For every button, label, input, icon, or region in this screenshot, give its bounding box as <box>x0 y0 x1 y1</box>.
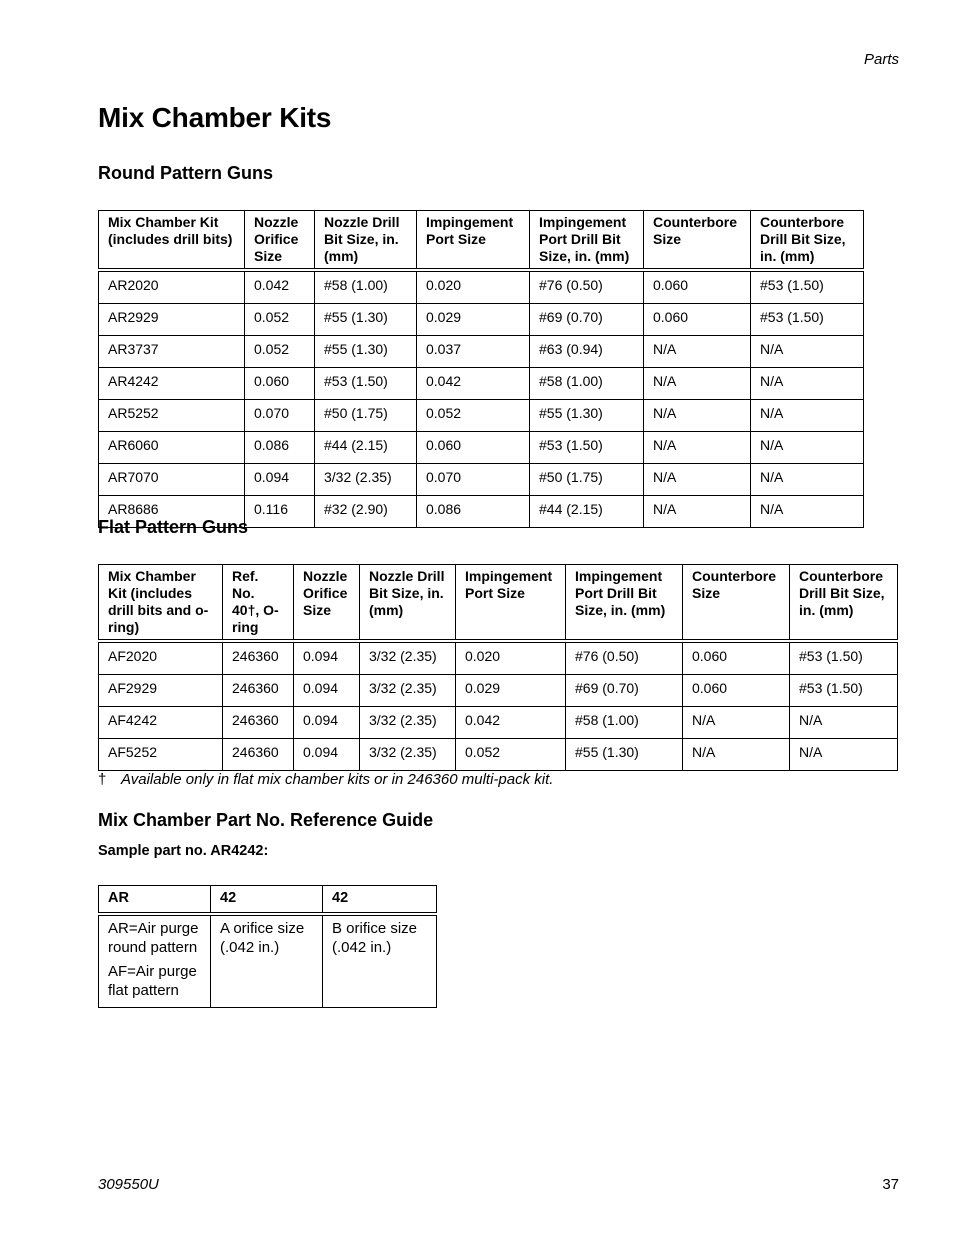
table-cell: #53 (1.50) <box>530 432 644 464</box>
table-cell: #32 (2.90) <box>315 496 417 528</box>
table-cell: AR3737 <box>99 336 245 368</box>
round-pattern-table <box>98 210 864 528</box>
table-cell: 246360 <box>223 739 294 771</box>
column-header: AR <box>99 886 211 915</box>
table-cell: 246360 <box>223 641 294 675</box>
table-cell: AF4242 <box>99 707 223 739</box>
table-cell: N/A <box>644 464 751 496</box>
table-cell: A orifice size (.042 in.) <box>211 914 323 1008</box>
table-cell: #58 (1.00) <box>566 707 683 739</box>
table-cell: #76 (0.50) <box>566 641 683 675</box>
table-cell: AR7070 <box>99 464 245 496</box>
table-cell: AR8686 <box>99 496 245 528</box>
table-cell: 0.094 <box>245 464 315 496</box>
table-cell: 246360 <box>223 707 294 739</box>
table-cell: 0.094 <box>294 675 360 707</box>
table-cell: 0.060 <box>245 368 315 400</box>
table-cell: #50 (1.75) <box>315 400 417 432</box>
table-cell: 0.042 <box>456 707 566 739</box>
column-header: Counterbore Drill Bit Size, in. (mm) <box>751 211 864 271</box>
table-row <box>99 432 864 464</box>
column-header: Nozzle Drill Bit Size, in. (mm) <box>360 565 456 642</box>
table-cell: AF5252 <box>99 739 223 771</box>
table-cell: 0.094 <box>294 707 360 739</box>
table-cell: 3/32 (2.35) <box>360 641 456 675</box>
table-cell: N/A <box>683 707 790 739</box>
column-header: Counterbore Size <box>683 565 790 642</box>
footnote <box>98 771 553 788</box>
table-cell: AF2929 <box>99 675 223 707</box>
table-cell: 0.029 <box>417 304 530 336</box>
column-header: 42 <box>211 886 323 915</box>
table-cell: 0.060 <box>644 270 751 304</box>
table-cell: AF2020 <box>99 641 223 675</box>
table-cell: #58 (1.00) <box>530 368 644 400</box>
table-cell: N/A <box>790 707 898 739</box>
table-row <box>99 270 864 304</box>
table-cell: AR2929 <box>99 304 245 336</box>
table-cell: N/A <box>644 496 751 528</box>
table-cell: AR4242 <box>99 368 245 400</box>
table-cell: #44 (2.15) <box>315 432 417 464</box>
table-cell: N/A <box>683 739 790 771</box>
table-row <box>99 304 864 336</box>
column-header: Mix Chamber Kit (includes drill bits and o-ring) <box>99 565 223 642</box>
sample-part-label: Sample part no. AR4242: <box>98 843 269 859</box>
table-cell: #55 (1.30) <box>315 304 417 336</box>
column-header: 42 <box>323 886 437 915</box>
column-header: Impingement Port Size <box>456 565 566 642</box>
table-cell: 0.116 <box>245 496 315 528</box>
table-cell: #69 (0.70) <box>530 304 644 336</box>
table-cell: #76 (0.50) <box>530 270 644 304</box>
pattern-code-line: AR=Air purge round pattern <box>108 920 199 956</box>
table-cell: #63 (0.94) <box>530 336 644 368</box>
table-row <box>99 675 898 707</box>
table-cell: #53 (1.50) <box>315 368 417 400</box>
table-cell: N/A <box>644 336 751 368</box>
table-cell: #55 (1.30) <box>530 400 644 432</box>
table-row <box>99 400 864 432</box>
table-cell: 3/32 (2.35) <box>360 675 456 707</box>
table-cell: 0.042 <box>417 368 530 400</box>
table-cell: #69 (0.70) <box>566 675 683 707</box>
table-cell: 0.042 <box>245 270 315 304</box>
table-row <box>99 707 898 739</box>
table-cell: 3/32 (2.35) <box>315 464 417 496</box>
table-cell: N/A <box>751 464 864 496</box>
table-row <box>99 739 898 771</box>
column-header: Impingement Port Size <box>417 211 530 271</box>
table-cell: #58 (1.00) <box>315 270 417 304</box>
table-cell: N/A <box>751 496 864 528</box>
table-cell: AR6060 <box>99 432 245 464</box>
reference-guide-heading: Mix Chamber Part No. Reference Guide <box>98 810 434 830</box>
table-cell: 0.070 <box>245 400 315 432</box>
footnote-symbol: † <box>98 771 107 788</box>
table-cell: N/A <box>644 368 751 400</box>
document-number: 309550U <box>98 1176 159 1193</box>
table-cell: 0.020 <box>456 641 566 675</box>
column-header: Nozzle Drill Bit Size, in. (mm) <box>315 211 417 271</box>
table-cell: #53 (1.50) <box>751 270 864 304</box>
table-cell: N/A <box>790 739 898 771</box>
table-cell: 0.052 <box>245 336 315 368</box>
column-header: Counterbore Size <box>644 211 751 271</box>
table-header-row <box>99 886 437 915</box>
column-header: Mix Chamber Kit (includes drill bits) <box>99 211 245 271</box>
footnote-text: Available only in flat mix chamber kits or in 246360 multi-pack kit. <box>121 771 554 788</box>
table-cell: 3/32 (2.35) <box>360 739 456 771</box>
table-row <box>99 464 864 496</box>
table-header-row <box>99 565 898 642</box>
table-cell: N/A <box>644 432 751 464</box>
table-cell: 0.052 <box>245 304 315 336</box>
table-cell: 0.070 <box>417 464 530 496</box>
table-cell: N/A <box>751 336 864 368</box>
table-row <box>99 336 864 368</box>
table-cell: N/A <box>751 400 864 432</box>
page-title: Mix Chamber Kits <box>98 102 332 133</box>
round-pattern-heading: Round Pattern Guns <box>98 163 273 183</box>
flat-pattern-heading: Flat Pattern Guns <box>98 517 249 537</box>
page-number: 37 <box>882 1176 899 1193</box>
table-row <box>99 641 898 675</box>
column-header: Impingement Port Drill Bit Size, in. (mm) <box>566 565 683 642</box>
table-row <box>99 368 864 400</box>
table-cell: 0.094 <box>294 739 360 771</box>
flat-pattern-table <box>98 564 898 771</box>
table-cell: 0.086 <box>245 432 315 464</box>
table-cell: B orifice size (.042 in.) <box>323 914 437 1008</box>
table-cell: 0.060 <box>683 675 790 707</box>
table-cell: 246360 <box>223 675 294 707</box>
table-cell: N/A <box>751 368 864 400</box>
table-cell: #53 (1.50) <box>790 641 898 675</box>
table-cell: 0.086 <box>417 496 530 528</box>
header-section-label: Parts <box>863 51 899 68</box>
table-cell: 0.060 <box>644 304 751 336</box>
column-header: Impingement Port Drill Bit Size, in. (mm) <box>530 211 644 271</box>
table-header-row <box>99 211 864 271</box>
table-cell: AR2020 <box>99 270 245 304</box>
table-cell: #44 (2.15) <box>530 496 644 528</box>
table-cell: #55 (1.30) <box>315 336 417 368</box>
column-header: Nozzle Orifice Size <box>245 211 315 271</box>
table-cell: N/A <box>644 400 751 432</box>
table-cell: #55 (1.30) <box>566 739 683 771</box>
table-cell: 0.060 <box>417 432 530 464</box>
table-cell: #53 (1.50) <box>790 675 898 707</box>
table-cell: 0.094 <box>294 641 360 675</box>
table-cell: #53 (1.50) <box>751 304 864 336</box>
table-cell: 0.060 <box>683 641 790 675</box>
table-cell: 0.037 <box>417 336 530 368</box>
table-cell: #50 (1.75) <box>530 464 644 496</box>
table-cell: 0.020 <box>417 270 530 304</box>
table-cell: 0.052 <box>456 739 566 771</box>
table-cell <box>99 914 211 1008</box>
reference-guide-table <box>98 885 437 1008</box>
column-header: Nozzle Orifice Size <box>294 565 360 642</box>
table-cell: AR5252 <box>99 400 245 432</box>
table-cell: 3/32 (2.35) <box>360 707 456 739</box>
column-header: Counterbore Drill Bit Size, in. (mm) <box>790 565 898 642</box>
table-cell: N/A <box>751 432 864 464</box>
column-header: Ref. No. 40†, O-ring <box>223 565 294 642</box>
pattern-code-line: AF=Air purge flat pattern <box>108 963 197 999</box>
table-cell: 0.052 <box>417 400 530 432</box>
table-row <box>99 914 437 1008</box>
table-cell: 0.029 <box>456 675 566 707</box>
